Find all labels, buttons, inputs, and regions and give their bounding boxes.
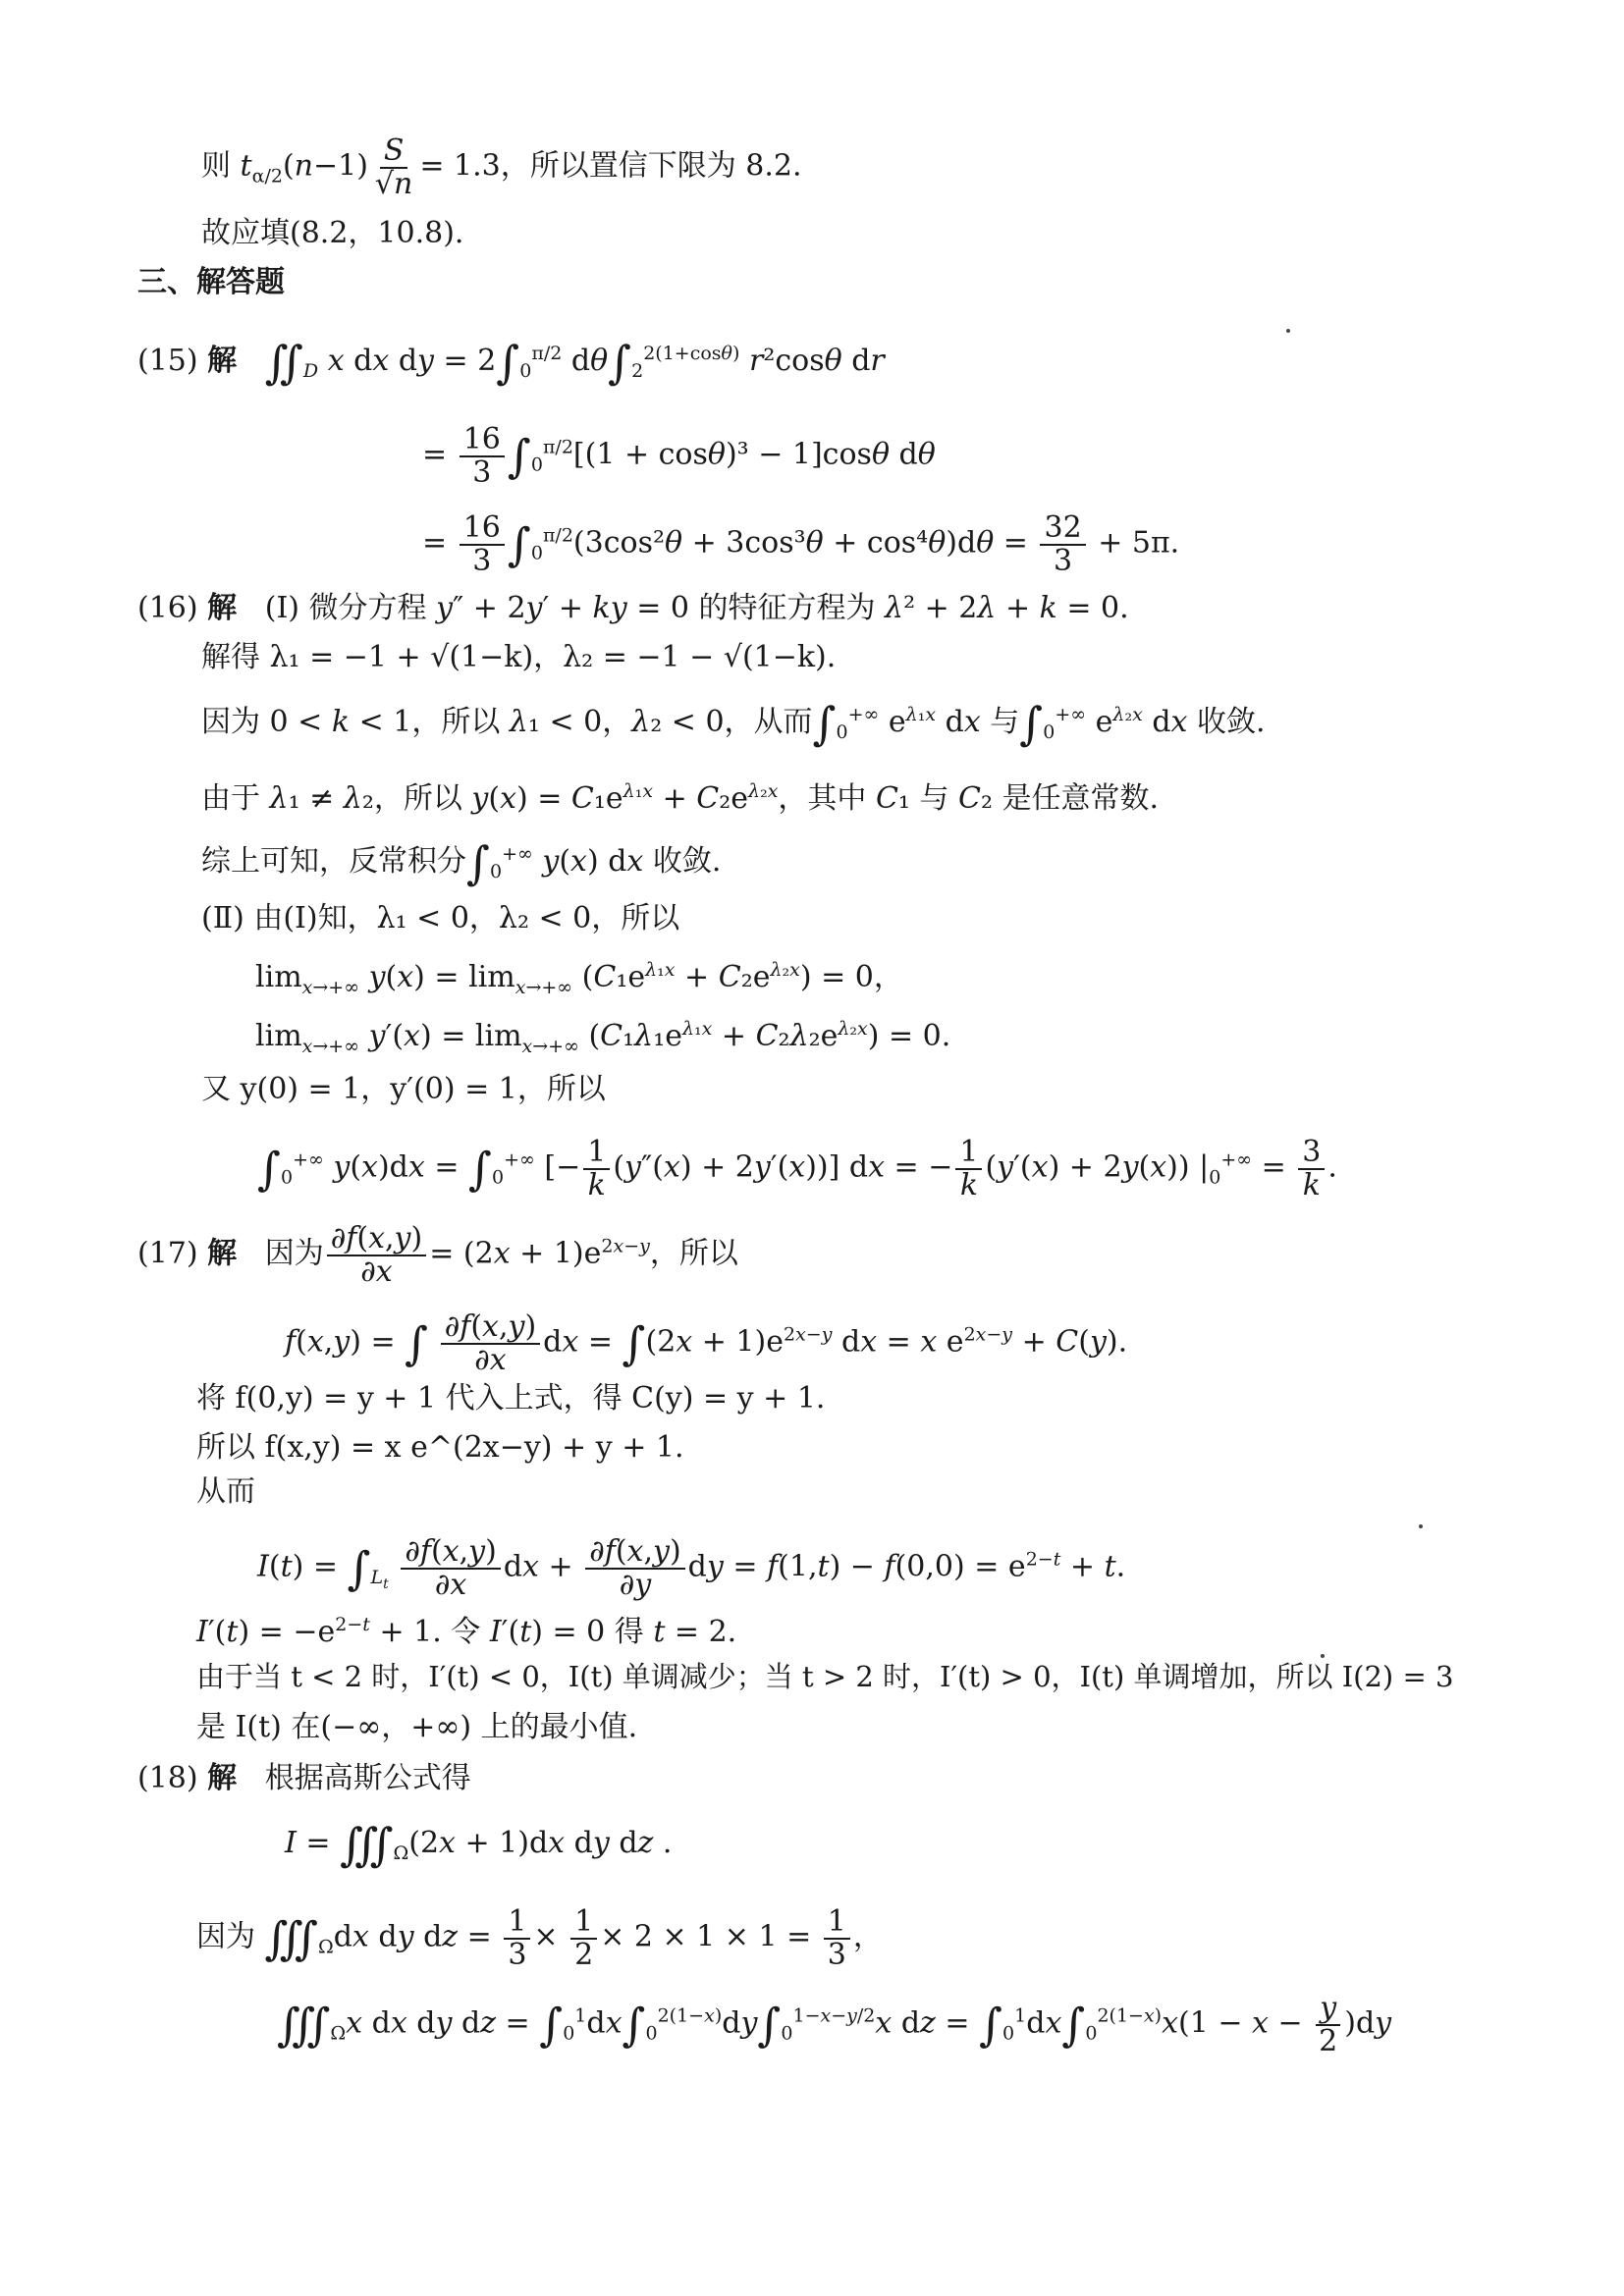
q15-line-3: = $\frac{16}{3}$ $\int_0^{\pi/2}(3\cos^2\theta + 3\cos^3\theta + \cos^4\theta)d\theta$ = $\frac{32}{3}$ + 5π.	[422, 510, 1180, 578]
q15-line-1: (15) 解 $∬_D$ x dx dy = $2\int_0^{\pi/2}$ $d\theta\int_2^{2(1+cos\theta)}$ r²cosθ dr	[137, 336, 885, 389]
q17-line-7: $I'(t) = -e^{2-t} + 1$. 令 I′(t) = 0 得 t = 2.	[196, 1614, 737, 1649]
q16-line-1: (16) 解 (Ⅰ) 微分方程 y″ + 2y′ + ky = 0 的特征方程为 λ² + 2λ + k = 0.	[137, 591, 1129, 625]
q17-line-5: 从而	[196, 1474, 255, 1509]
q16-line-2: 解得 λ₁ = −1 + √(1−k)，λ₂ = −1 − √(1−k).	[201, 640, 837, 674]
q16-line-6: (Ⅱ) 由(Ⅰ)知，λ₁ < 0，λ₂ < 0，所以	[201, 901, 680, 935]
q18-line-3: 因为 $∭_\Omega dx$ dy dz = $\frac{1}{3}$ × $\frac{1}{2}$ × 2 × 1 × 1 = $\frac{1}{3}$ ，	[196, 1904, 883, 1972]
text-then: 则	[201, 148, 241, 184]
q16-line-7: $\lim_{x\to+\infty} y(x) = \lim_{x\to+\infty} (C_1e^{\lambda_1x} + C_2e^{\lambda_2x}) = 0$，	[255, 959, 903, 998]
q18-line-4: $∭_\Omega x$ dx dy dz = $\int_0^1dx\int_0^{2(1-x)}dy\int_0^{1-x-y/2}x$ dz = $\int_0^1dx\int_0^{2(1-x)}x(1 - x$ − $\frac{y}{2}$ )dy	[277, 1991, 1392, 2058]
line-answer: 故应填(8.2，10.8).	[201, 216, 464, 250]
q18-line-1: (18) 解 根据高斯公式得	[137, 1761, 471, 1795]
q15-line-2: = $\frac{16}{3}$ $\int_0^{\pi/2}[(1 + \cos\theta)^3 - 1]\cos\theta$ dθ	[422, 422, 936, 490]
section-heading: 三、解答题	[137, 265, 285, 299]
q17-line-9: 是 I(t) 在(−∞，+∞) 上的最小值.	[196, 1710, 638, 1744]
q16-line-8: $\lim_{x\to+\infty} y'(x) = \lim_{x\to+\infty} (C_1\lambda_1e^{\lambda_1x} + C_2\lambda_2e^{\lambda_2x}) = 0$.	[255, 1018, 951, 1057]
q16-line-4: 由于 λ₁ ≠ λ₂，所以 $y(x) = C_1e^{\lambda_1x} + C_2e^{\lambda_2x}$，其中 C₁ 与 C₂ 是任意常数.	[201, 780, 1160, 816]
q17-line-1: (17) 解 因为 $\frac{\partial f(x,y)}{\partial x}$ = $(2x + 1)e^{2x-y}$，所以	[137, 1221, 738, 1289]
q16-line-3: 因为 0 < k < 1，所以 λ₁ < 0，λ₂ < 0，从而$\int_0^{+\infty}$ $e^{\lambda_1x}$ dx 与$\int_0^{+\infty}$ $e^{\lambda_2x}$ dx 收敛.	[201, 697, 1266, 750]
q16-line-5: 综上可知，反常积分$\int_0^{+\infty}$ y(x) dx 收敛.	[201, 836, 722, 889]
q17-line-3: 将 f(0,y) = y + 1 代入上式，得 C(y) = y + 1.	[196, 1381, 826, 1415]
q18-line-2: $I = ∭_\Omega(2x + 1)dx$ dy dz .	[285, 1818, 673, 1871]
line-confidence-lower: 则 $t_{\alpha/2}(n-1)$ $\frac{S}{√n}$ = 1.3，所以置信下限为 8.2.	[201, 133, 802, 201]
q16-line-9: 又 y(0) = 1，y′(0) = 1，所以	[201, 1072, 606, 1106]
q17-line-6: $I(t) = \int_{L_t}$ $\frac{\partial f(x,y)}{\partial x}$ dx + $\frac{\partial f(x,y)}{\partial y}$ dy = $f(1,t) - f(0,0) = e^{2-t} + t$.	[257, 1534, 1126, 1602]
scan-speck	[1321, 1654, 1325, 1658]
q16-line-10: $\int_0^{+\infty}$ $y(x)dx = \int_0^{+\infty}$ [− $\frac{1}{k}$ (y″(x) + 2y′(x))] dx = − $\frac{1}{k}$ (y′(x) + 2y(x)) $|_0^{+\infty}$ = $\frac{3}{k}$ .	[257, 1135, 1337, 1202]
scan-speck	[1286, 329, 1290, 333]
q17-line-8: 由于当 t < 2 时，I′(t) < 0，I(t) 单调减少；当 t > 2 时，I′(t) > 0，I(t) 单调增加，所以 I(2) = 3	[196, 1660, 1454, 1693]
scan-speck	[1419, 1524, 1423, 1528]
q17-line-4: 所以 f(x,y) = x e^(2x−y) + y + 1.	[196, 1430, 684, 1465]
q17-line-2: f(x,y) = ∫ $\frac{\partial f(x,y)}{\partial x}$ dx = $\int(2x + 1)e^{2x-y}$ dx = x $e^{2x-y} + C(y)$.	[285, 1309, 1128, 1377]
